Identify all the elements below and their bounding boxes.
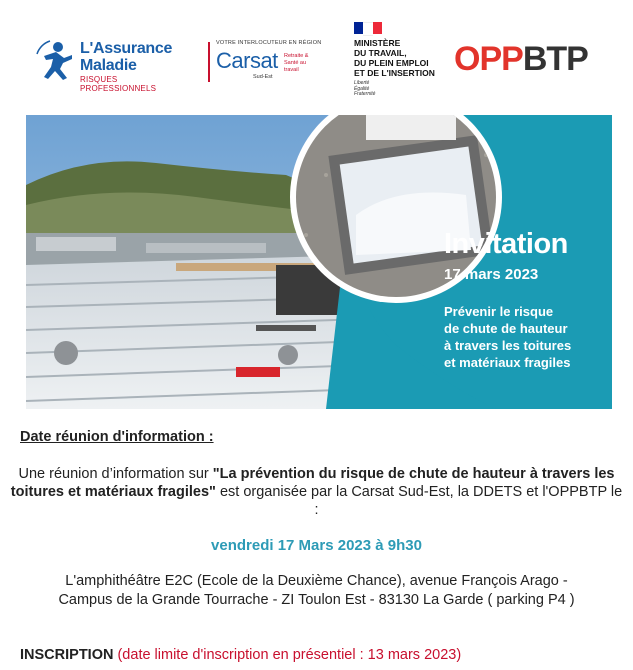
assurance-maladie-subtitle: RISQUES PROFESSIONNELS [80,75,157,93]
oppbtp-logo: OPPBTP [454,40,588,78]
runner-figure-icon [34,38,76,82]
meeting-topic: "La prévention du risque de chute de hauteur à travers les toitures et matériaux fragiles" [10,466,615,500]
meeting-date-heading: Date réunion d'information : [20,429,214,445]
ministry-name: MINISTÈRE DU TRAVAIL, DU PLEIN EMPLOI ET DE L'INSERTION [354,38,435,78]
carsat-tagline: VOTRE INTERLOCUTEUR EN RÉGION [216,40,322,46]
assurance-maladie-logo [34,38,194,93]
invitation-subtitle: Prévenir le risque de chute de hauteur à travers les toitures et matériaux fragiles [444,304,572,370]
carsat-side-text: Retraite & Santé au travail [284,53,309,73]
inscription-line [20,647,461,663]
carsat-name: Carsat [216,48,278,73]
invitation-date: 17 mars 2023 [444,266,539,283]
logo-strip [0,0,633,110]
assurance-maladie-title-line1: L'Assurance [80,40,173,57]
french-flag-icon [354,22,382,34]
carsat-divider [208,42,210,82]
ministry-logo [354,22,450,96]
invitation-title: Invitation [444,228,568,260]
republic-motto: Liberté Égalité Fraternité [354,80,376,97]
carsat-logo [208,40,322,86]
invitation-banner [26,115,612,409]
assurance-maladie-title-line2: Maladie [80,57,137,74]
carsat-region: Sud-Est [253,74,273,80]
meeting-location: L'amphithéâtre E2C (Ecole de la Deuxième Chance), avenue François Arago - Campus de la Grande Tourrache - ZI Toulon Est - 83130 La Garde ( parking P4 ) [58,573,575,608]
inscription-label: INSCRIPTION [20,647,114,663]
meeting-datetime: vendredi 17 Mars 2023 à 9h30 [211,537,422,554]
meeting-intro-paragraph: Une réunion d’information sur "La prévention du risque de chute de hauteur à travers les toitures et matériaux fragiles" est organisée par la Carsat Sud-Est, la DDETS et l'OPPBTP le : [10,466,623,518]
inscription-deadline: (date limite d'inscription en présentiel : 13 mars 2023) [113,647,462,663]
